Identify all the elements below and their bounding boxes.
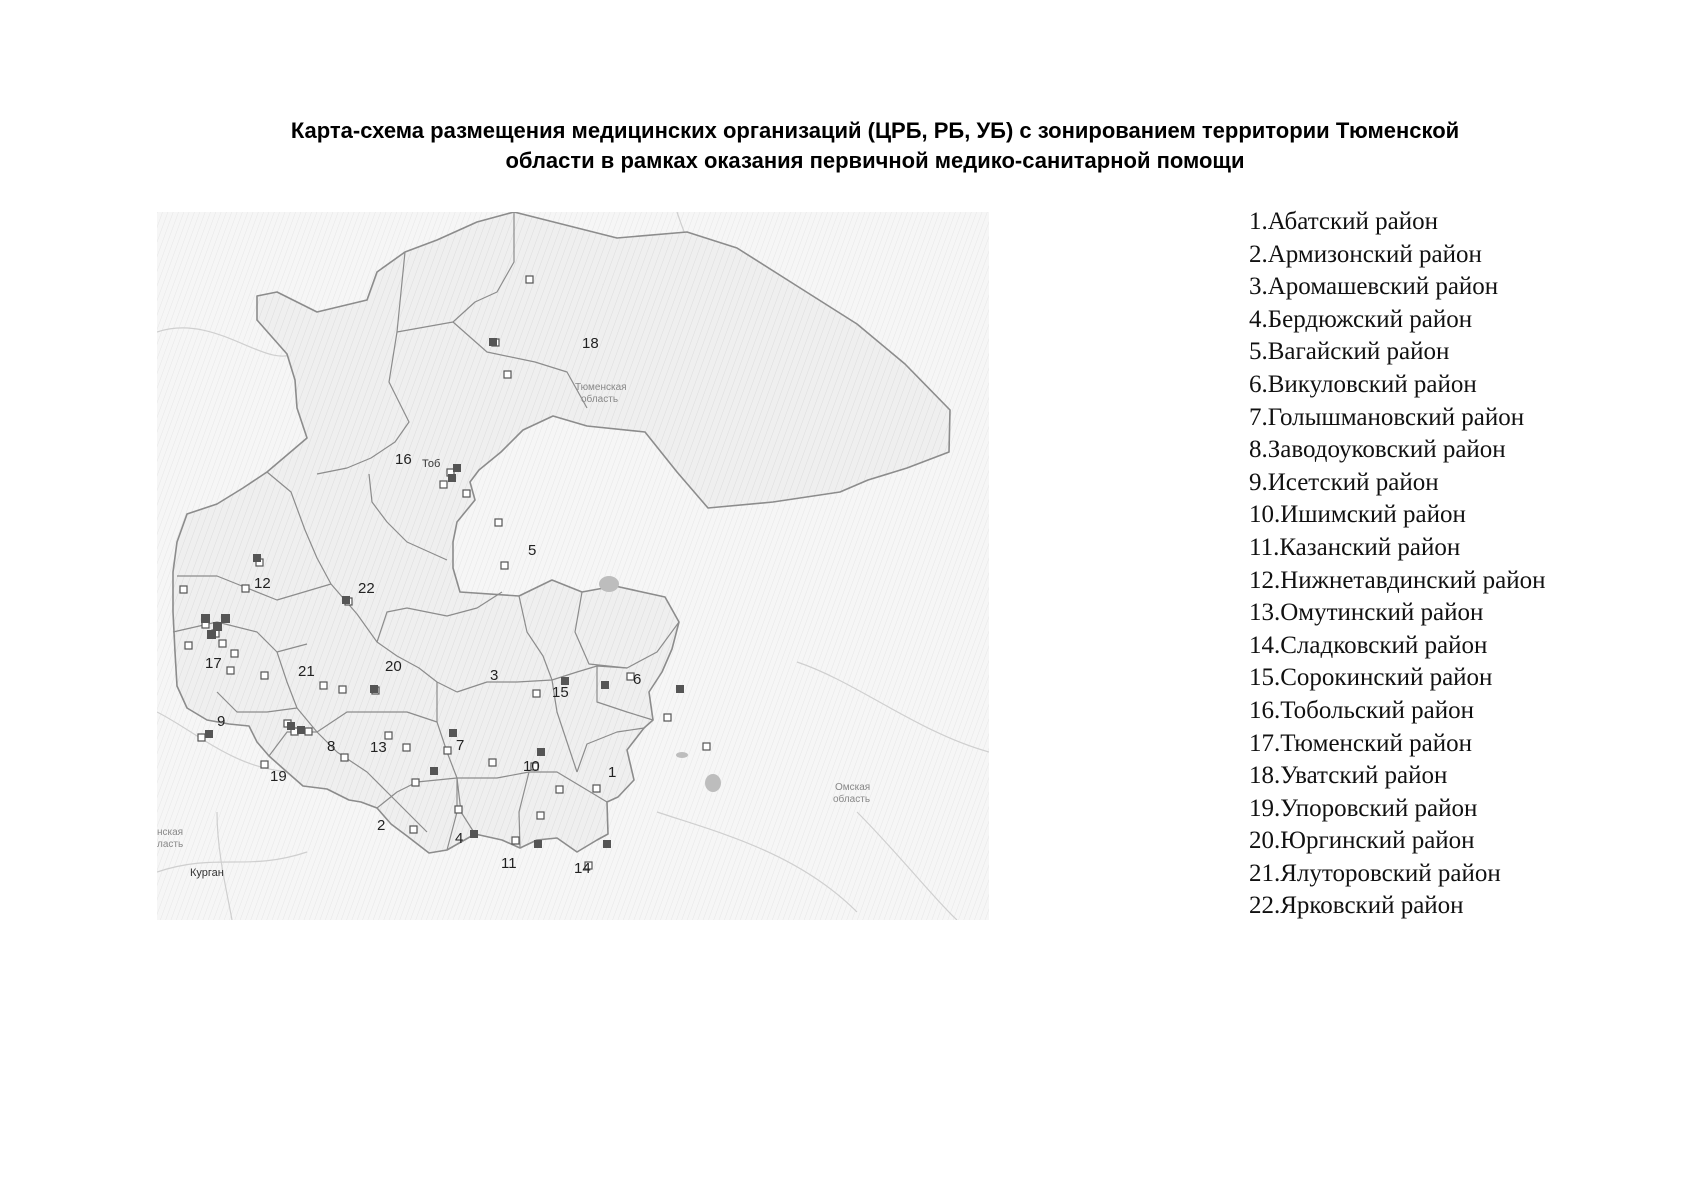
legend-item: 10.Ишимский район [1249,501,1466,529]
map-scheme [157,212,989,920]
district-label-8: 8 [327,738,336,755]
district-label-11: 11 [501,855,517,872]
hospital-marker-icon [261,761,268,768]
legend-item: 6.Викуловский район [1249,370,1477,398]
district-label-20: 20 [385,658,402,675]
central-hospital-marker-icon [370,685,378,693]
legend-item: 17.Тюменский район [1249,729,1473,757]
legend-item: 16.Тобольский район [1249,696,1475,724]
hospital-marker-icon [495,519,502,526]
legend-item: 3.Аромашевский район [1249,273,1499,301]
district-label-21: 21 [298,663,315,680]
central-hospital-marker-icon [430,767,438,775]
legend-item: 11.Казанский район [1249,533,1461,561]
central-hospital-marker-icon [449,729,457,737]
central-hospital-marker-icon [207,630,216,639]
legend-item: 2.Армизонский район [1249,240,1482,268]
hospital-marker-icon [512,837,519,844]
hospital-marker-icon [537,812,544,819]
district-label-1: 1 [608,764,617,781]
district-label-15: 15 [552,684,569,701]
hospital-marker-icon [231,650,238,657]
central-hospital-marker-icon [448,474,456,482]
hospital-marker-icon [403,744,410,751]
kurgan-oblast-label-1: нская [157,827,184,838]
legend-item: 1.Абатский район [1249,208,1439,235]
central-hospital-marker-icon [537,748,545,756]
page-title [150,116,1600,176]
hospital-marker-icon [219,640,226,647]
district-label-12: 12 [254,575,271,592]
title-line-2: области в рамках оказания первичной медико-санитарной помощи [505,148,1245,173]
tyumen-oblast-label-2: область [581,394,619,405]
legend-item: 19.Упоровский район [1249,794,1478,822]
omsk-oblast-label-1: Омская [835,782,871,793]
central-hospital-marker-icon [205,730,213,738]
legend-item: 13.Омутинский район [1249,599,1484,627]
district-label-18: 18 [582,335,599,352]
district-label-7: 7 [456,737,465,754]
central-hospital-marker-icon [470,830,478,838]
hospital-marker-icon [180,586,187,593]
legend-item: 12.Нижнетавдинский район [1249,566,1546,594]
central-hospital-marker-icon [253,554,261,562]
central-hospital-marker-icon [534,840,542,848]
tyumen-oblast-label-1: Тюменская [575,382,627,393]
legend-item: 5.Вагайский район [1249,338,1450,366]
hospital-marker-icon [444,747,451,754]
kurgan-city-label: Курган [190,867,224,879]
legend-item: 20.Юргинский район [1249,827,1475,855]
hospital-marker-icon [501,562,508,569]
legend-item: 9.Исетский район [1249,468,1439,496]
omsk-oblast-label-2: область [833,794,871,805]
district-label-14: 14 [574,860,591,877]
hospital-marker-icon [227,667,234,674]
hospital-marker-icon [320,682,327,689]
title-line-1: Карта-схема размещения медицинских организаций (ЦРБ, РБ, УБ) с зонированием территории Тюменской [290,118,1460,143]
hospital-marker-icon [664,714,671,721]
hospital-marker-icon [455,806,462,813]
hospital-marker-icon [412,779,419,786]
district-label-5: 5 [528,542,537,559]
district-label-13: 13 [370,739,387,756]
hospital-marker-icon [385,732,392,739]
district-label-22: 22 [358,580,375,597]
legend-item: 8.Заводоуковский район [1249,436,1506,464]
district-label-16: 16 [395,451,412,468]
hospital-marker-icon [305,728,312,735]
hospital-marker-icon [504,371,511,378]
district-label-19: 19 [270,768,287,785]
legend-item: 21.Ялуторовский район [1249,859,1501,887]
district-label-9: 9 [217,713,226,730]
legend-item: 15.Сорокинский район [1249,664,1493,692]
central-hospital-marker-icon [676,685,684,693]
tobolsk-city-label: Тоб [422,458,441,470]
central-hospital-marker-icon [342,596,350,604]
hospital-marker-icon [198,734,205,741]
hospital-marker-icon [242,585,249,592]
district-label-6: 6 [633,671,642,688]
hospital-marker-icon [410,826,417,833]
district-label-17: 17 [205,655,222,672]
hospital-marker-icon [593,785,600,792]
central-hospital-marker-icon [489,338,497,346]
district-label-10: 10 [523,758,540,775]
hospital-marker-icon [703,743,710,750]
central-hospital-marker-icon [603,840,611,848]
district-legend [1249,206,1546,923]
hospital-marker-icon [556,786,563,793]
hospital-marker-icon [533,690,540,697]
central-hospital-marker-icon [221,614,230,623]
hospital-marker-icon [341,754,348,761]
central-hospital-marker-icon [601,681,609,689]
central-hospital-marker-icon [201,614,210,623]
legend-item: 7.Голышмановский район [1249,403,1525,431]
legend-item: 4.Бердюжский район [1249,305,1473,333]
map-svg [157,212,989,920]
hospital-marker-icon [261,672,268,679]
hospital-marker-icon [339,686,346,693]
hospital-marker-icon [526,276,533,283]
hospital-marker-icon [463,490,470,497]
central-hospital-marker-icon [297,726,305,734]
hospital-marker-icon [440,481,447,488]
legend-item: 18.Уватский район [1249,762,1448,790]
central-hospital-marker-icon [453,464,461,472]
district-label-4: 4 [455,830,464,847]
hospital-marker-icon [489,759,496,766]
legend-item: 22.Ярковский район [1249,892,1464,920]
legend-item: 14.Сладковский район [1249,631,1488,659]
central-hospital-marker-icon [213,622,222,631]
hospital-marker-icon [185,642,192,649]
district-label-2: 2 [377,817,386,834]
kurgan-oblast-label-2: ласть [157,839,184,850]
district-label-3: 3 [490,667,499,684]
central-hospital-marker-icon [287,722,295,730]
